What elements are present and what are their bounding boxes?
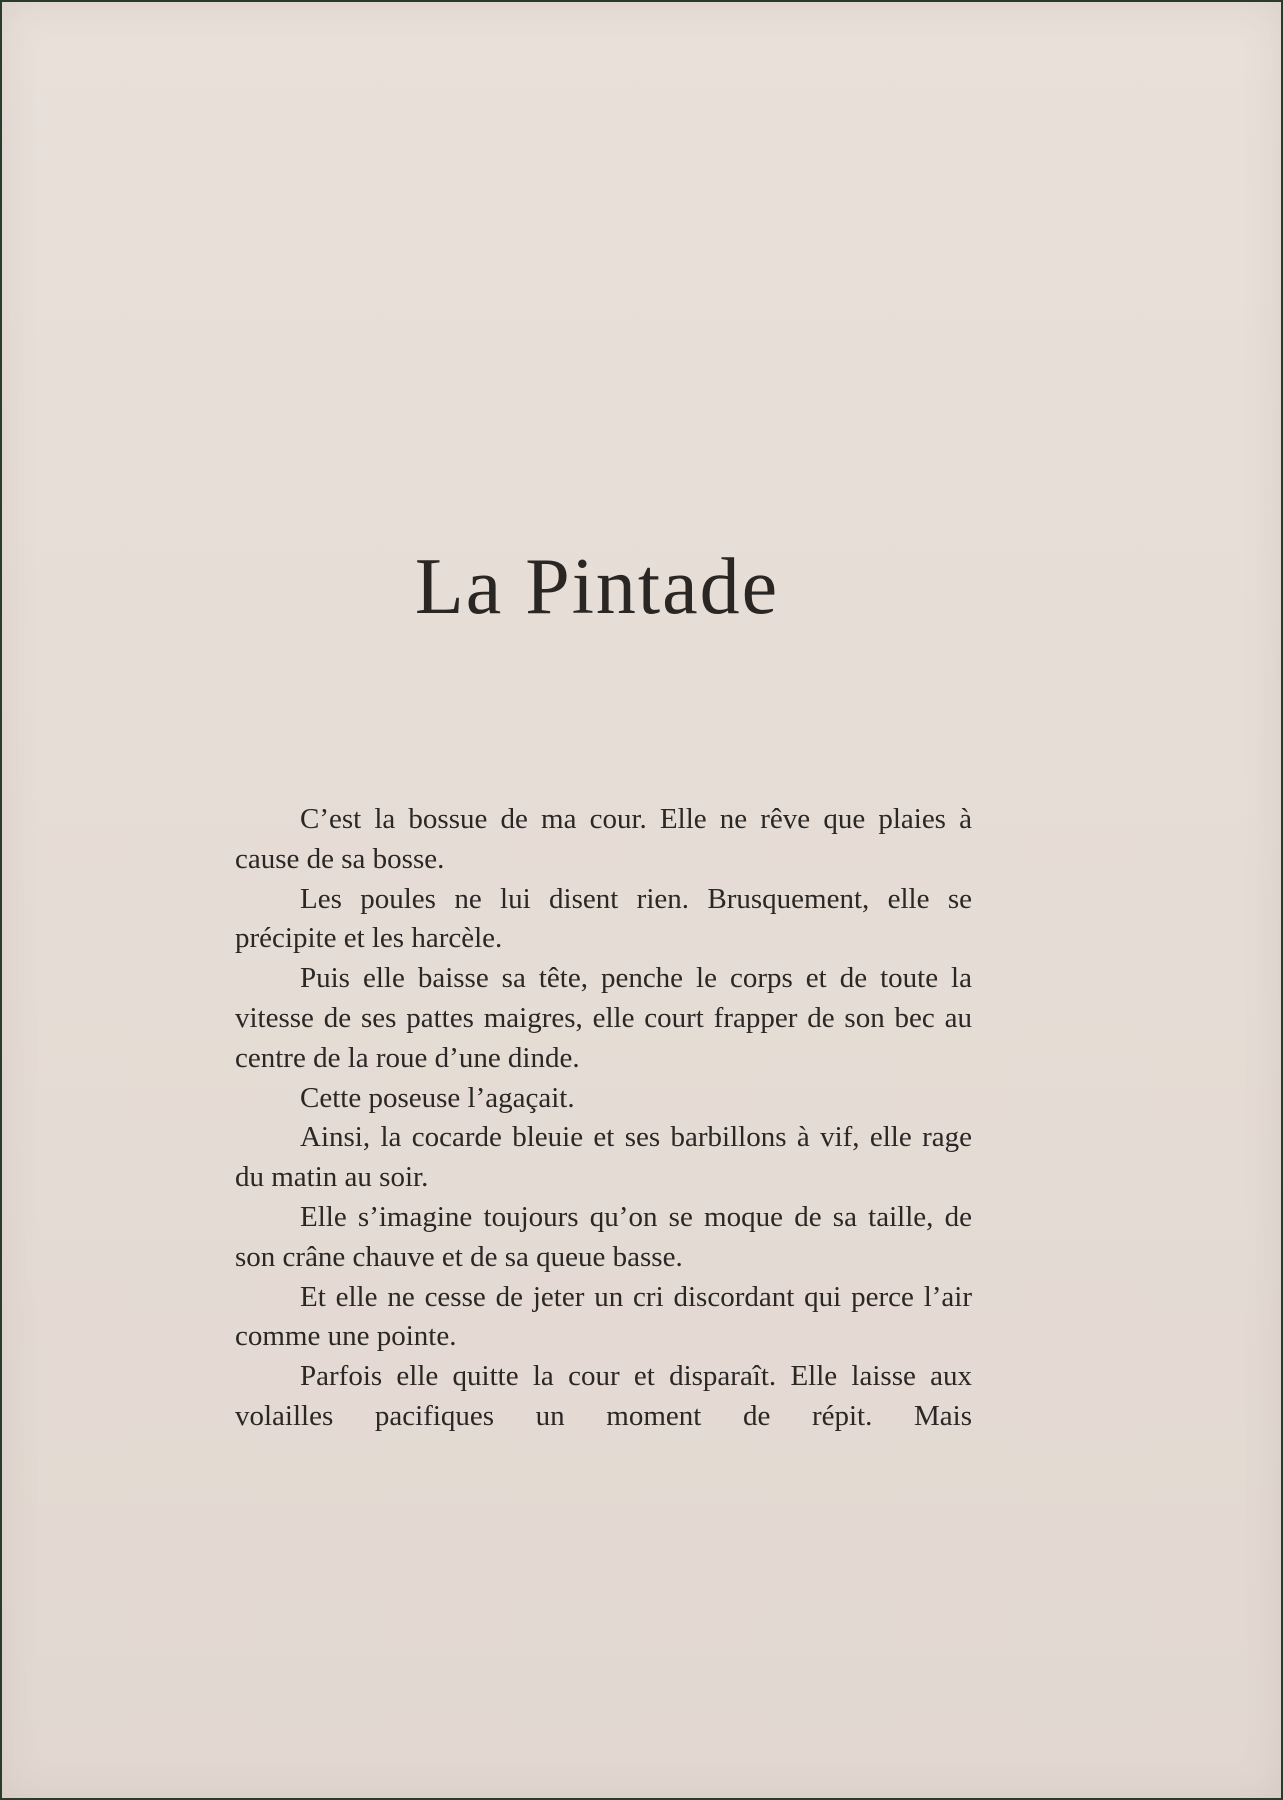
book-page xyxy=(2,2,1281,1798)
paragraph: C’est la bossue de ma cour. Elle ne rêve que plaies à cause de sa bosse. xyxy=(235,803,972,875)
paragraph: Elle s’imagine toujours qu’on se moque de sa taille, de son crâne chauve et de sa queue basse. xyxy=(235,1200,972,1273)
paragraph: Et elle ne cesse de jeter un cri discordant qui perce l’air comme une pointe. xyxy=(235,1280,972,1353)
paragraph: Les poules ne lui disent rien. Brusquement, elle se précipite et les harcèle. xyxy=(235,882,972,955)
paragraph: Cette poseuse l’agaçait. xyxy=(300,1081,575,1114)
paragraph: Ainsi, la cocarde bleuie et ses barbillons à vif, elle rage du matin au soir. xyxy=(235,1121,972,1194)
paragraph: Parfois elle quitte la cour et disparaît. Elle laisse aux volailles pacifiques un moment de répit. Mais xyxy=(235,1360,972,1432)
page-title: La Pintade xyxy=(414,543,780,631)
paragraph: Puis elle baisse sa tête, penche le corps et de toute la vitesse de ses pattes maigres, elle court frapper de son bec au centre de la roue d’une dinde. xyxy=(235,962,972,1074)
body-text xyxy=(235,800,972,1437)
